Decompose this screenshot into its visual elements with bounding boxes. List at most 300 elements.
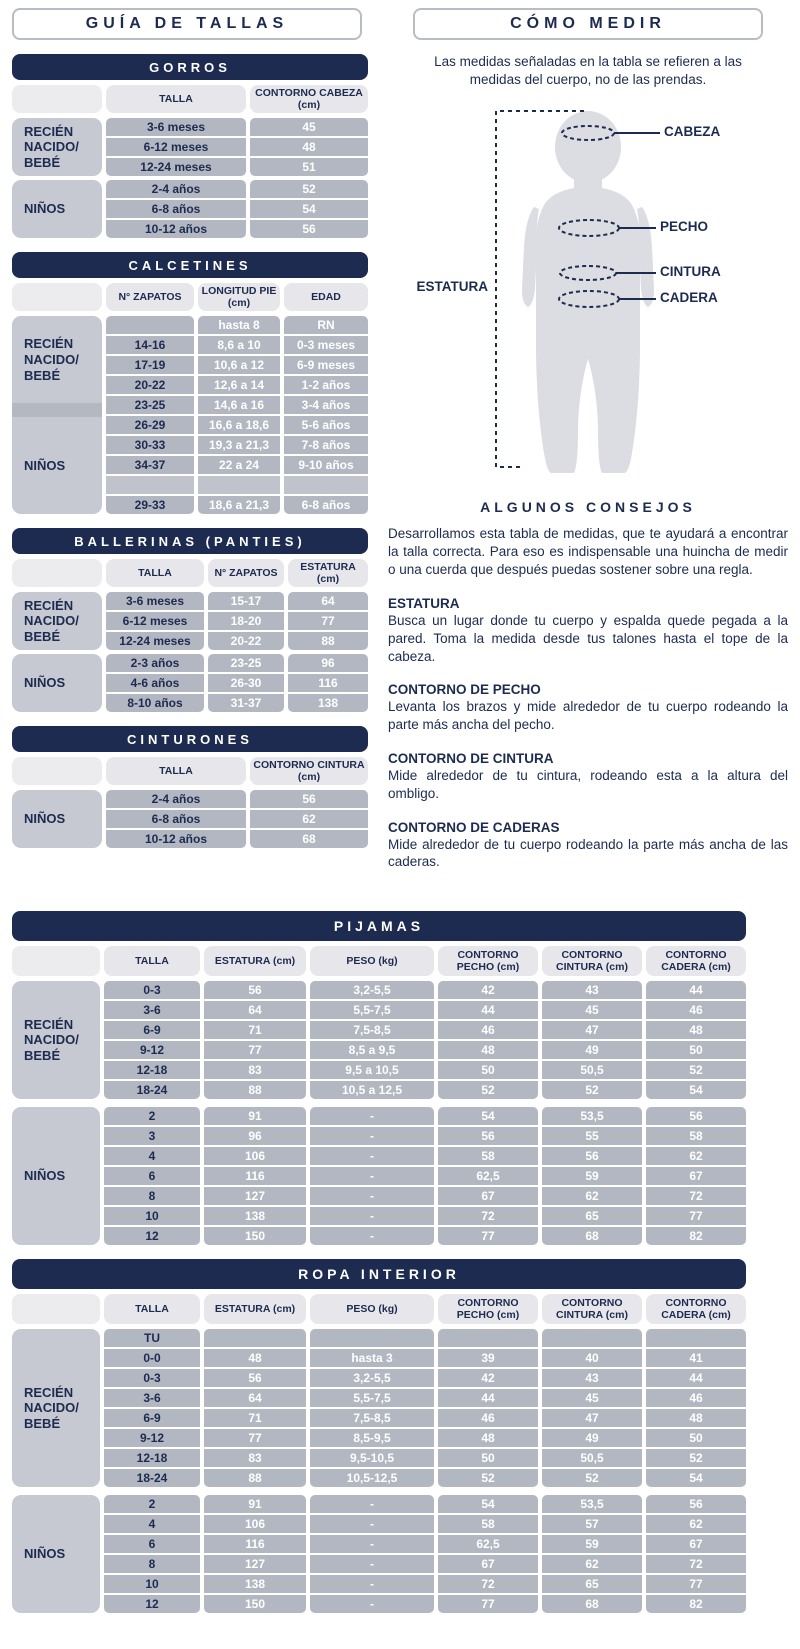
- gorros-title-bar: GORROS: [12, 54, 368, 80]
- value-cell: 46: [646, 1001, 746, 1019]
- header-corner-cell: [12, 283, 102, 311]
- column-header: N° ZAPATOS: [106, 283, 194, 311]
- size-cell: TU: [104, 1329, 200, 1347]
- value-cell: 44: [646, 1369, 746, 1387]
- size-cell: 12: [104, 1595, 200, 1613]
- value-cell: 56: [646, 1495, 746, 1513]
- value-cell: 82: [646, 1227, 746, 1245]
- row-group-labels: [12, 180, 102, 238]
- value-cell: 58: [438, 1515, 538, 1533]
- row-group-labels: [12, 316, 102, 514]
- value-cell: [310, 1329, 434, 1347]
- tip-text: Mide alrededor de tu cuerpo rodeando la parte más ancha de las caderas.: [388, 836, 788, 870]
- group-label-text: NIÑOS: [24, 811, 66, 827]
- value-cell: 50,5: [542, 1449, 642, 1467]
- size-cell: 18-24: [104, 1081, 200, 1099]
- group-label: [12, 417, 102, 514]
- row-group-labels: [12, 1107, 100, 1245]
- column-header: CONTORNO CINTURA (cm): [542, 946, 642, 976]
- value-cell: -: [310, 1227, 434, 1245]
- value-cell: -: [310, 1207, 434, 1225]
- value-cell: 53,5: [542, 1495, 642, 1513]
- value-cell: 3,2-5,5: [310, 981, 434, 999]
- value-cell: 56: [646, 1107, 746, 1125]
- value-cell: 46: [438, 1021, 538, 1039]
- como-medir-title-text: CÓMO MEDIR: [510, 15, 666, 32]
- value-cell: 5,5-7,5: [310, 1001, 434, 1019]
- gorros-header-row: [12, 85, 368, 113]
- value-cell: 49: [542, 1041, 642, 1059]
- column-header: LONGITUD PIE (cm): [198, 283, 280, 311]
- value-cell: 62: [250, 810, 368, 828]
- value-cell: 6-8 años: [284, 496, 368, 514]
- value-cell: 8,6 a 10: [198, 336, 280, 354]
- pijamas-table: [12, 911, 746, 1245]
- size-cell: 2-3 años: [106, 654, 204, 672]
- size-cell: 2-4 años: [106, 790, 246, 808]
- size-cell: 10-12 años: [106, 220, 246, 238]
- size-cell: 30-33: [106, 436, 194, 454]
- table-row-group: [12, 180, 368, 238]
- tip-title: CONTORNO DE CINTURA: [388, 750, 554, 766]
- ballerinas-table: [12, 528, 368, 712]
- value-cell: 50: [646, 1041, 746, 1059]
- column-header: TALLA: [104, 1294, 200, 1324]
- size-cell: 6: [104, 1167, 200, 1185]
- value-cell: 68: [542, 1595, 642, 1613]
- size-cell: 12-24 meses: [106, 632, 204, 650]
- header-corner-cell: [12, 85, 102, 113]
- value-cell: 50,5: [542, 1061, 642, 1079]
- value-cell: 22 a 24: [198, 456, 280, 474]
- value-cell: 57: [542, 1515, 642, 1533]
- size-cell: 0-0: [104, 1349, 200, 1367]
- cintura-label: CINTURA: [660, 264, 721, 280]
- size-cell: 6-8 años: [106, 810, 246, 828]
- value-cell: -: [310, 1127, 434, 1145]
- value-cell: -: [310, 1187, 434, 1205]
- gorros-table: [12, 54, 368, 238]
- size-cell: 3: [104, 1127, 200, 1145]
- cinturones-title-bar: CINTURONES: [12, 726, 368, 752]
- value-cell: 10,5 a 12,5: [310, 1081, 434, 1099]
- value-cell: 127: [204, 1187, 306, 1205]
- table-row-group: [12, 316, 368, 514]
- value-cell: 91: [204, 1107, 306, 1125]
- value-cell: 62,5: [438, 1535, 538, 1553]
- value-cell: 39: [438, 1349, 538, 1367]
- value-cell: 5-6 años: [284, 416, 368, 434]
- value-cell: 72: [646, 1555, 746, 1573]
- value-cell: 88: [204, 1469, 306, 1487]
- column-header: PESO (kg): [310, 946, 434, 976]
- tip-title: ESTATURA: [388, 595, 460, 611]
- estatura-label: ESTATURA: [416, 279, 488, 295]
- size-cell: 2: [104, 1107, 200, 1125]
- value-cell: 58: [438, 1147, 538, 1165]
- value-cell: 62,5: [438, 1167, 538, 1185]
- size-cell: 17-19: [106, 356, 194, 374]
- group-label: [12, 118, 102, 176]
- ropa-interior-table: [12, 1259, 746, 1613]
- value-cell: 77: [646, 1575, 746, 1593]
- value-cell: 96: [288, 654, 368, 672]
- tip-text: Levanta los brazos y mide alrededor de tu cuerpo rodeando la parte más ancha del pecho.: [388, 699, 788, 733]
- column-header: CONTORNO PECHO (cm): [438, 946, 538, 976]
- value-cell: 47: [542, 1409, 642, 1427]
- row-group-labels: [12, 118, 102, 176]
- size-cell: 0-3: [104, 1369, 200, 1387]
- group-label-text: RECIÉN NACIDO/ BEBÉ: [24, 336, 79, 383]
- pijamas-title-bar: PIJAMAS: [12, 911, 746, 941]
- pecho-label: PECHO: [660, 219, 709, 235]
- value-cell: 44: [438, 1389, 538, 1407]
- value-cell: 72: [438, 1207, 538, 1225]
- size-cell: 14-16: [106, 336, 194, 354]
- row-group-labels: [12, 1329, 100, 1487]
- value-cell: 42: [438, 1369, 538, 1387]
- value-cell: 62: [542, 1187, 642, 1205]
- value-cell: 54: [438, 1495, 538, 1513]
- value-cell: -: [310, 1167, 434, 1185]
- value-cell: 116: [288, 674, 368, 692]
- value-cell: 18,6 a 21,3: [198, 496, 280, 514]
- value-cell: 44: [646, 981, 746, 999]
- value-cell: 64: [288, 592, 368, 610]
- column-header: PESO (kg): [310, 1294, 434, 1324]
- value-cell: 88: [204, 1081, 306, 1099]
- value-cell: 64: [204, 1389, 306, 1407]
- group-label-text: RECIÉN NACIDO/ BEBÉ: [24, 1384, 79, 1431]
- value-cell: 54: [438, 1107, 538, 1125]
- value-cell: 52: [438, 1081, 538, 1099]
- table-row-group: [12, 118, 368, 176]
- value-cell: 52: [250, 180, 368, 198]
- row-group-labels: [12, 790, 102, 848]
- guia-de-tallas-title: [12, 8, 362, 40]
- size-cell: 34-37: [106, 456, 194, 474]
- value-cell: 62: [646, 1515, 746, 1533]
- group-label-text: RECIÉN NACIDO/ BEBÉ: [24, 123, 79, 170]
- value-cell: 65: [542, 1207, 642, 1225]
- value-cell: 48: [204, 1349, 306, 1367]
- value-cell: 42: [438, 981, 538, 999]
- value-cell: -: [310, 1495, 434, 1513]
- value-cell: 56: [204, 1369, 306, 1387]
- value-cell: 116: [204, 1167, 306, 1185]
- value-cell: 46: [646, 1389, 746, 1407]
- value-cell: 48: [250, 138, 368, 156]
- value-cell: 9,5 a 10,5: [310, 1061, 434, 1079]
- como-medir-column: [388, 8, 788, 871]
- value-cell: 48: [646, 1021, 746, 1039]
- consejos-intro: Desarrollamos esta tabla de medidas, que te ayudará a encontrar la talla correcta. Para eso es indispensable una huincha de medir o una cuerda que después puedas sostener sobre una regla.: [388, 526, 788, 578]
- value-cell: 45: [542, 1001, 642, 1019]
- value-cell: 59: [542, 1535, 642, 1553]
- value-cell: 68: [542, 1227, 642, 1245]
- size-cell: 6: [104, 1535, 200, 1553]
- column-header: TALLA: [106, 559, 204, 587]
- value-cell: 48: [646, 1409, 746, 1427]
- value-cell: 12,6 a 14: [198, 376, 280, 394]
- table-row-group: [12, 790, 368, 848]
- calcetines-table: [12, 252, 368, 514]
- size-cell: 0-3: [104, 981, 200, 999]
- value-cell: -: [310, 1555, 434, 1573]
- value-cell: 52: [542, 1081, 642, 1099]
- column-header: CONTORNO CABEZA (cm): [250, 85, 368, 113]
- value-cell: [438, 1329, 538, 1347]
- size-cell: 8: [104, 1187, 200, 1205]
- size-cell: 12-18: [104, 1449, 200, 1467]
- value-cell: 7-8 años: [284, 436, 368, 454]
- tip-contorno-caderas: [388, 820, 788, 872]
- size-cell: 6-9: [104, 1021, 200, 1039]
- size-cell: 6-9: [104, 1409, 200, 1427]
- column-header: TALLA: [106, 757, 246, 785]
- value-cell: 46: [438, 1409, 538, 1427]
- value-cell: 65: [542, 1575, 642, 1593]
- size-cell: 6-8 años: [106, 200, 246, 218]
- size-cell: 3-6: [104, 1001, 200, 1019]
- value-cell: 7,5-8,5: [310, 1021, 434, 1039]
- value-cell: 56: [542, 1147, 642, 1165]
- group-label-text: NIÑOS: [24, 1546, 66, 1562]
- top-area: [12, 8, 788, 871]
- value-cell: 56: [250, 220, 368, 238]
- consejos-title: ALGUNOS CONSEJOS: [480, 499, 696, 516]
- value-cell: 44: [438, 1001, 538, 1019]
- size-cell: 23-25: [106, 396, 194, 414]
- guia-de-tallas-title-text: GUÍA DE TALLAS: [85, 15, 289, 32]
- size-cell: 8: [104, 1555, 200, 1573]
- size-cell: [106, 316, 194, 334]
- value-cell: 10,5-12,5: [310, 1469, 434, 1487]
- group-label: [12, 180, 102, 238]
- value-cell: 52: [646, 1449, 746, 1467]
- ropa_interior-header-row: [12, 1294, 746, 1324]
- table-row-group: [12, 654, 368, 712]
- value-cell: [646, 1329, 746, 1347]
- value-cell: 138: [204, 1207, 306, 1225]
- size-cell: 12: [104, 1227, 200, 1245]
- value-cell: 52: [646, 1061, 746, 1079]
- value-cell: 7,5-8,5: [310, 1409, 434, 1427]
- calcetines-header-row: [12, 283, 368, 311]
- value-cell: 51: [250, 158, 368, 176]
- value-cell: 54: [250, 200, 368, 218]
- header-corner-cell: [12, 757, 102, 785]
- value-cell: 83: [204, 1061, 306, 1079]
- table-row-group: [12, 1107, 746, 1245]
- size-cell: 12-24 meses: [106, 158, 246, 176]
- size-cell: 9-12: [104, 1429, 200, 1447]
- value-cell: 14,6 a 16: [198, 396, 280, 414]
- ballerinas-title-bar: BALLERINAS (PANTIES): [12, 528, 368, 554]
- header-corner-cell: [12, 1294, 100, 1324]
- value-cell: 88: [288, 632, 368, 650]
- value-cell: 50: [646, 1429, 746, 1447]
- group-label-text: RECIÉN NACIDO/ BEBÉ: [24, 1016, 79, 1063]
- size-cell: 10-12 años: [106, 830, 246, 848]
- size-cell: 6-12 meses: [106, 612, 204, 630]
- tip-title: CONTORNO DE CADERAS: [388, 819, 560, 835]
- column-header: CONTORNO PECHO (cm): [438, 1294, 538, 1324]
- group-label: [12, 981, 100, 1099]
- group-label-text: RECIÉN NACIDO/ BEBÉ: [24, 597, 79, 644]
- value-cell: 77: [646, 1207, 746, 1225]
- tip-contorno-cintura: [388, 751, 788, 803]
- value-cell: 77: [204, 1041, 306, 1059]
- value-cell: 82: [646, 1595, 746, 1613]
- column-header: CONTORNO CADERA (cm): [646, 1294, 746, 1324]
- size-cell: 4: [104, 1515, 200, 1533]
- table-row-group: [12, 981, 746, 1099]
- group-label: [12, 592, 102, 650]
- cadera-label: CADERA: [660, 290, 718, 306]
- value-cell: 18-20: [208, 612, 284, 630]
- value-cell: 48: [438, 1429, 538, 1447]
- value-cell: 55: [542, 1127, 642, 1145]
- column-header: ESTATURA (cm): [204, 946, 306, 976]
- cinturones-header-row: [12, 757, 368, 785]
- value-cell: 116: [204, 1535, 306, 1553]
- group-label: [12, 403, 102, 417]
- value-cell: 3,2-5,5: [310, 1369, 434, 1387]
- size-cell: 2: [104, 1495, 200, 1513]
- column-header: EDAD: [284, 283, 368, 311]
- tip-estatura: [388, 596, 788, 665]
- column-header: CONTORNO CADERA (cm): [646, 946, 746, 976]
- pijamas-header-row: [12, 946, 746, 976]
- size-cell: 3-6 meses: [106, 118, 246, 136]
- value-cell: 72: [438, 1575, 538, 1593]
- calcetines-title-bar: CALCETINES: [12, 252, 368, 278]
- value-cell: [542, 1329, 642, 1347]
- size-cell: 3-6: [104, 1389, 200, 1407]
- table-row-group: [12, 1495, 746, 1613]
- value-cell: 26-30: [208, 674, 284, 692]
- value-cell: 19,3 a 21,3: [198, 436, 280, 454]
- value-cell: 45: [250, 118, 368, 136]
- value-cell: 56: [438, 1127, 538, 1145]
- value-cell: 67: [438, 1187, 538, 1205]
- tip-text: Busca un lugar donde tu cuerpo y espalda quede pegada a la pared. Toma la medida desde tus talones hasta el tope de la cabeza.: [388, 612, 788, 664]
- value-cell: 127: [204, 1555, 306, 1573]
- table-row-group: [12, 592, 368, 650]
- size-cell: [106, 476, 194, 494]
- ropa_interior-title-bar: ROPA INTERIOR: [12, 1259, 746, 1289]
- ballerinas-header-row: [12, 559, 368, 587]
- value-cell: 40: [542, 1349, 642, 1367]
- value-cell: 67: [646, 1535, 746, 1553]
- row-group-labels: [12, 981, 100, 1099]
- value-cell: 68: [250, 830, 368, 848]
- group-label: [12, 1329, 100, 1487]
- size-cell: 6-12 meses: [106, 138, 246, 156]
- value-cell: 77: [438, 1227, 538, 1245]
- value-cell: 3-4 años: [284, 396, 368, 414]
- value-cell: 31-37: [208, 694, 284, 712]
- value-cell: 41: [646, 1349, 746, 1367]
- value-cell: 62: [646, 1147, 746, 1165]
- column-header: ESTATURA (cm): [288, 559, 368, 587]
- value-cell: 53,5: [542, 1107, 642, 1125]
- value-cell: 96: [204, 1127, 306, 1145]
- group-label: [12, 1107, 100, 1245]
- value-cell: 5,5-7,5: [310, 1389, 434, 1407]
- value-cell: 91: [204, 1495, 306, 1513]
- value-cell: 106: [204, 1515, 306, 1533]
- value-cell: 106: [204, 1147, 306, 1165]
- value-cell: 8,5 a 9,5: [310, 1041, 434, 1059]
- group-label-text: NIÑOS: [24, 675, 66, 691]
- table-row-group: [12, 1329, 746, 1487]
- value-cell: [198, 476, 280, 494]
- measuring-intro-text: Las medidas señaladas en la tabla se refieren a las medidas del cuerpo, no de las prendas.: [434, 54, 742, 88]
- value-cell: RN: [284, 316, 368, 334]
- group-label: [12, 316, 102, 403]
- value-cell: -: [310, 1535, 434, 1553]
- value-cell: 50: [438, 1061, 538, 1079]
- header-corner-cell: [12, 946, 100, 976]
- value-cell: 9-10 años: [284, 456, 368, 474]
- value-cell: 15-17: [208, 592, 284, 610]
- size-cell: 29-33: [106, 496, 194, 514]
- size-cell: 12-18: [104, 1061, 200, 1079]
- value-cell: -: [310, 1575, 434, 1593]
- header-corner-cell: [12, 559, 102, 587]
- value-cell: 48: [438, 1041, 538, 1059]
- value-cell: 1-2 años: [284, 376, 368, 394]
- value-cell: 150: [204, 1595, 306, 1613]
- group-label-text: NIÑOS: [24, 457, 66, 473]
- value-cell: hasta 8: [198, 316, 280, 334]
- value-cell: 43: [542, 981, 642, 999]
- size-cell: 4: [104, 1147, 200, 1165]
- value-cell: 56: [250, 790, 368, 808]
- group-label: [12, 654, 102, 712]
- value-cell: 47: [542, 1021, 642, 1039]
- value-cell: 9,5-10,5: [310, 1449, 434, 1467]
- group-label: [12, 790, 102, 848]
- value-cell: 10,6 a 12: [198, 356, 280, 374]
- row-group-labels: [12, 1495, 100, 1613]
- value-cell: 62: [542, 1555, 642, 1573]
- value-cell: [284, 476, 368, 494]
- value-cell: 16,6 a 18,6: [198, 416, 280, 434]
- size-cell: 20-22: [106, 376, 194, 394]
- row-group-labels: [12, 654, 102, 712]
- value-cell: 8,5-9,5: [310, 1429, 434, 1447]
- value-cell: [204, 1329, 306, 1347]
- body-diagram: [388, 95, 788, 485]
- value-cell: 54: [646, 1469, 746, 1487]
- value-cell: 20-22: [208, 632, 284, 650]
- column-header: N° ZAPATOS: [208, 559, 284, 587]
- value-cell: 49: [542, 1429, 642, 1447]
- tip-contorno-pecho: [388, 682, 788, 734]
- group-label-text: NIÑOS: [24, 201, 66, 217]
- value-cell: 71: [204, 1409, 306, 1427]
- tip-text: Mide alrededor de tu cintura, rodeando esta a la altura del ombligo.: [388, 767, 788, 801]
- size-cell: 3-6 meses: [106, 592, 204, 610]
- body-silhouette: [522, 111, 654, 473]
- size-cell: 26-29: [106, 416, 194, 434]
- value-cell: 77: [204, 1429, 306, 1447]
- value-cell: -: [310, 1147, 434, 1165]
- size-cell: 10: [104, 1207, 200, 1225]
